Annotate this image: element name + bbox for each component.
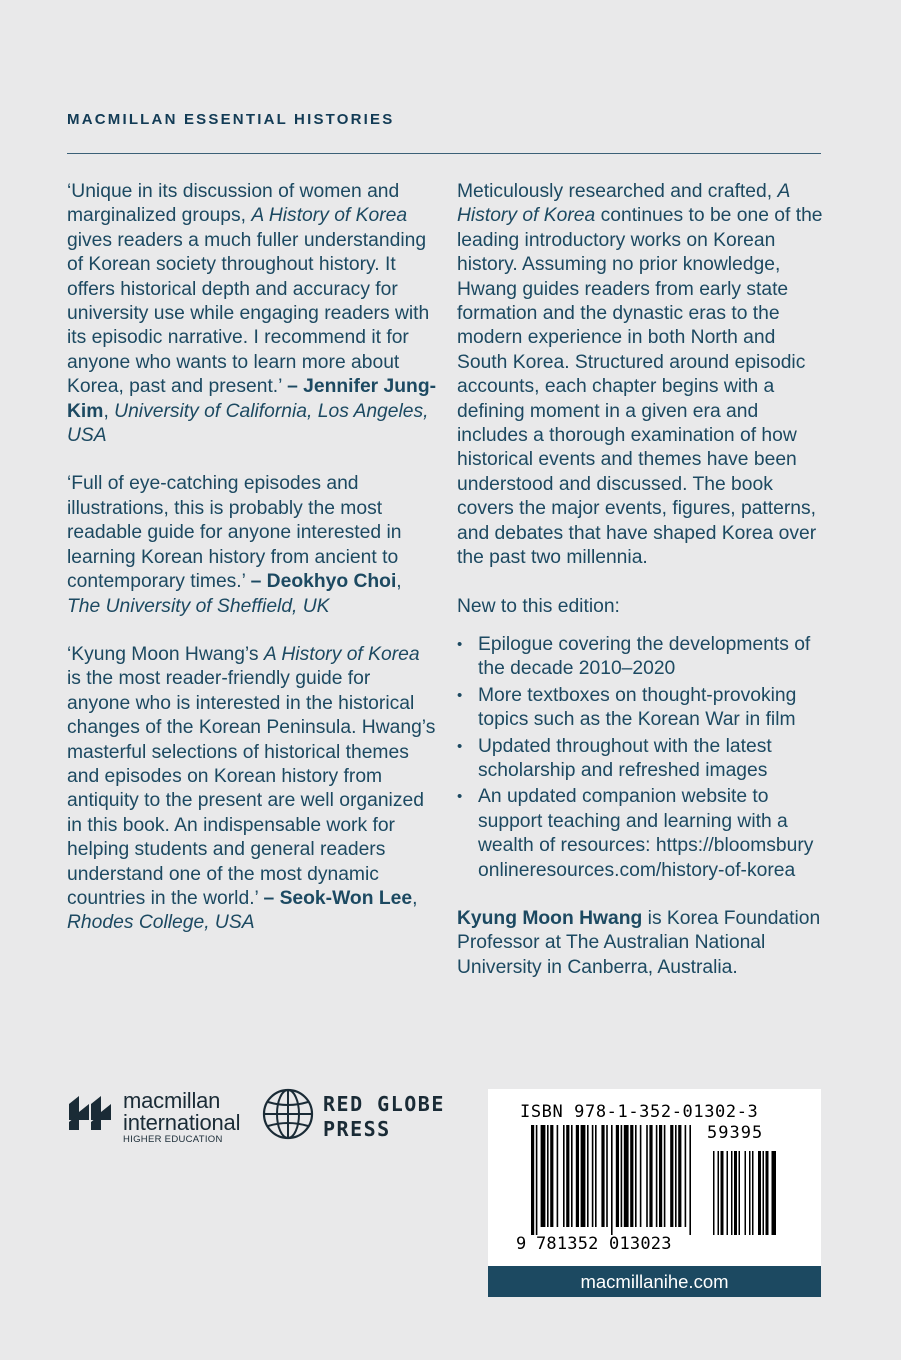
author-name: Kyung Moon Hwang: [457, 907, 643, 929]
endorsement-quote: ‘Unique in its discussion of women and marginalized groups, A History of Korea gives readers a much fuller understanding of Korean society throughout history. It offers historical depth and accuracy for university use while engaging readers with its episodic narrative. I recommend it for anyone who wants to learn more about Korea, past and present.’ – Jennifer Jung-Kim, University of California, Los Angeles, USA: [67, 181, 437, 447]
author-bio: Kyung Moon Hwang is Korea Foundation Professor at The Australian National University in Canberra, Australia.: [457, 907, 821, 978]
barcode-bars: [531, 1125, 786, 1237]
ean-first-digit: 9: [516, 1234, 527, 1254]
isbn-label: ISBN 978-1-352-01302-3: [520, 1102, 759, 1122]
quote-text-continued: gives readers a much fuller understanding of Korean society throughout history. It offers historical depth and accuracy for university use while engaging readers with its episodic narrative. I recommend it for anyone who wants to learn more about Korea, past and present.’: [67, 229, 430, 398]
quote-text: ‘Full of eye-catching episodes and illustrations, this is probably the most readable guide for anyone interested in learning Korean history from ancient to contemporary times.’: [67, 473, 402, 593]
red-globe-press-logo: RED GLOBE PRESS: [262, 1088, 462, 1144]
companion-website-link[interactable]: https://bloomsburyonlineresources.com/history-of-korea: [478, 835, 814, 881]
quote-text: ‘Kyung Moon Hwang’s: [67, 643, 264, 665]
new-edition-heading: New to this edition:: [457, 595, 620, 617]
quote-affiliation: Rhodes College, USA: [67, 912, 255, 934]
book-title-italic: A History of Korea: [263, 643, 420, 665]
macmillan-logo: macmillan international HIGHER EDUCATION: [67, 1088, 247, 1148]
barcode-addon: 59395: [707, 1123, 764, 1143]
endorsement-quote: ‘Full of eye-catching episodes and illustrations, this is probably the most readable guide for anyone interested in learning Korean history from ancient to contemporary times.’ – Deokhyo Choi, The University of Sheffield, UK: [67, 473, 402, 617]
list-item: • Updated throughout with the latest scholarship and refreshed images: [457, 735, 772, 781]
book-description: Meticulously researched and crafted, A History of Korea continues to be one of the leading introductory works on Korean history. Assuming no prior knowledge, Hwang guides readers from early state formation and the dynastic eras to the modern experience in both North and South Korea. Structured around episodic accounts, each chapter begins with a defining moment in a given era and includes a thorough examination of how historical events and themes have been understood and discussed. The book covers the major events, figures, patterns, and debates that have shaped Korea over the past two millennia.: [457, 181, 823, 569]
isbn-barcode: [488, 1089, 821, 1266]
ean-digits: 781352 013023: [536, 1234, 672, 1254]
quote-text-continued: is the most reader-friendly guide for anyone who is interested in the historical changes of the Korean Peninsula. Hwang’s masterful selections of historical themes and episodes on Korean history from antiquity to the present are well organized in this book. An indispensable work for helping students and general readers understand one of the most dynamic countries in the world.’: [67, 668, 436, 909]
quote-affiliation: University of California, Los Angeles, USA: [67, 400, 429, 447]
bullet-icon: •: [457, 635, 463, 653]
list-item: • An updated companion website to support teaching and learning with a wealth of resources: https://bloomsburyonlineresources.com/history-of-korea: [457, 786, 814, 881]
header-divider: [67, 153, 821, 154]
website-url[interactable]: macmillanihe.com: [488, 1266, 821, 1297]
endorsement-quote: ‘Kyung Moon Hwang’s A History of Korea is the most reader-friendly guide for anyone who is interested in the historical changes of the Korean Peninsula. Hwang’s masterful selections of historical themes and episodes on Korean history from antiquity to the present are well organized in this book. An indispensable work for helping students and general readers understand one of the most dynamic countries in the world.’ – Seok-Won Lee, Rhodes College, USA: [67, 643, 436, 934]
bullet-icon: •: [457, 788, 463, 806]
new-edition-list: [457, 633, 823, 883]
quote-author: – Jennifer Jung-Kim: [67, 376, 437, 422]
list-item: • Epilogue covering the developments of the decade 2010–2020: [457, 633, 811, 680]
quote-author: – Deokhyo Choi: [250, 571, 397, 593]
book-title-italic: A History of Korea: [251, 205, 408, 227]
quote-author: – Seok-Won Lee: [263, 887, 413, 909]
bullet-icon: •: [457, 686, 463, 704]
endorsements-column: [67, 180, 437, 960]
bullet-icon: •: [457, 737, 463, 755]
globe-icon: [262, 1088, 314, 1140]
description-column: [457, 180, 823, 980]
series-title: MACMILLAN ESSENTIAL HISTORIES: [67, 111, 395, 128]
quote-text: ‘Unique in its discussion of women and marginalized groups,: [67, 181, 400, 227]
macmillan-mark-icon: [67, 1092, 115, 1132]
book-title-italic: A History of Korea: [457, 181, 790, 227]
list-item: • More textboxes on thought-provoking topics such as the Korean War in film: [457, 684, 797, 731]
quote-affiliation: The University of Sheffield, UK: [67, 595, 330, 617]
